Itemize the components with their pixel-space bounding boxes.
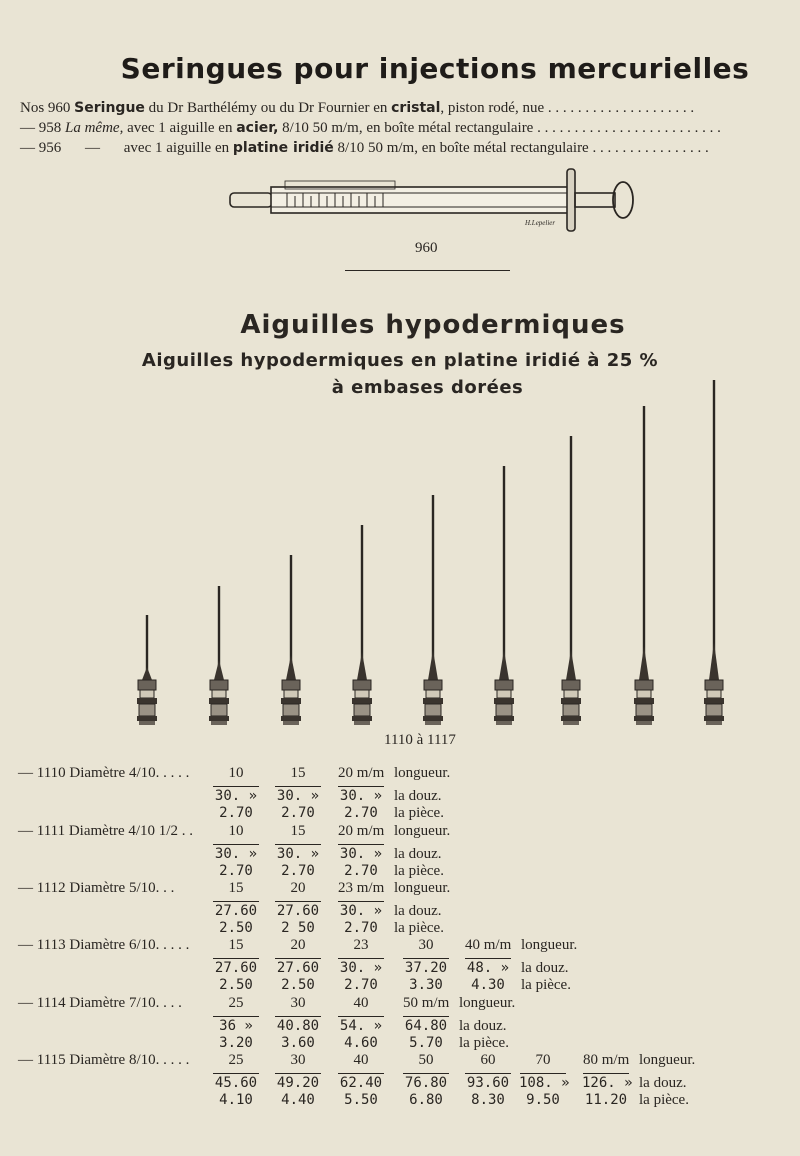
dozen-price-cell: 27.60 <box>214 903 258 919</box>
dozen-price-cell: 45.60 <box>214 1075 258 1091</box>
row-label: — 1112 Diamètre 5/10. . . <box>18 880 175 896</box>
row-label: — 1110 Diamètre 4/10. . . . . <box>18 765 190 781</box>
dozen-price-cell: 30. » <box>339 788 383 804</box>
piece-price-cell: 2.50 <box>219 977 253 993</box>
piece-price-cell: 2.70 <box>281 805 315 821</box>
dozen-price-cell: 108. » <box>519 1075 570 1091</box>
dozen-price-cell: 30. » <box>339 846 383 862</box>
cell-divider <box>338 1073 384 1074</box>
length-cell: 10 <box>228 765 244 781</box>
length-cell: 30 <box>290 995 306 1011</box>
length-cell: 70 <box>535 1052 551 1068</box>
piece-price-cell: 4.40 <box>281 1092 315 1108</box>
dozen-price-cell: 54. » <box>339 1018 383 1034</box>
cell-divider <box>338 901 384 902</box>
piece-price-cell: 3.20 <box>219 1035 253 1051</box>
cell-divider <box>520 1073 566 1074</box>
unit-piece: la pièce. <box>394 920 444 936</box>
piece-price-cell: 9.50 <box>526 1092 560 1108</box>
cell-divider <box>275 1016 321 1017</box>
syringe-line-960: Nos 960 Seringue du Dr Barthélémy ou du Dr Fournier en cristal, piston rodé, nue . . . . . . . . . . . . . . . . . . . . <box>20 100 695 116</box>
length-cell: 10 <box>228 823 244 839</box>
unit-dozen: la douz. <box>394 788 442 804</box>
piece-price-cell: 2.50 <box>281 977 315 993</box>
syringe-line-958: — 958 La même, avec 1 aiguille en acier, 8/10 50 m/m, en boîte métal rectangulaire . . . . . . . . . . . . . . . . . . . . . . . . . <box>20 120 721 136</box>
length-cell: 50 <box>418 1052 434 1068</box>
piece-price-cell: 2.70 <box>219 863 253 879</box>
cell-divider <box>213 901 259 902</box>
length-cell: 30 <box>290 1052 306 1068</box>
length-cell: 25 <box>228 1052 244 1068</box>
piece-price-cell: 2 50 <box>281 920 315 936</box>
cell-divider <box>275 901 321 902</box>
length-cell: 30 <box>418 937 434 953</box>
unit-dozen: la douz. <box>394 903 442 919</box>
length-cell: 60 <box>480 1052 496 1068</box>
unit-piece: la pièce. <box>639 1092 689 1108</box>
length-cell: 20 <box>290 880 306 896</box>
unit-length: longueur. <box>394 765 451 781</box>
length-cell: 20 m/m <box>338 823 385 839</box>
dozen-price-cell: 126. » <box>582 1075 633 1091</box>
length-cell: 40 <box>353 995 369 1011</box>
length-cell: 15 <box>290 765 306 781</box>
section-divider <box>345 270 510 271</box>
piece-price-cell: 5.70 <box>409 1035 443 1051</box>
dozen-price-cell: 62.40 <box>339 1075 383 1091</box>
piece-price-cell: 2.50 <box>219 920 253 936</box>
cell-divider <box>275 1073 321 1074</box>
row-label: — 1114 Diamètre 7/10. . . . <box>18 995 182 1011</box>
piece-price-cell: 2.70 <box>344 805 378 821</box>
syringe-line-956: — 956 — avec 1 aiguille en platine iridié 8/10 50 m/m, en boîte métal rectangulaire . . . . . . . . . . . . . . . . <box>20 140 709 156</box>
dozen-price-cell: 27.60 <box>276 960 320 976</box>
dozen-price-cell: 30. » <box>214 788 258 804</box>
cell-divider <box>403 958 449 959</box>
unit-piece: la pièce. <box>459 1035 509 1051</box>
unit-length: longueur. <box>639 1052 696 1068</box>
piece-price-cell: 8.30 <box>471 1092 505 1108</box>
dozen-price-cell: 64.80 <box>404 1018 448 1034</box>
cell-divider <box>338 786 384 787</box>
dozen-price-cell: 27.60 <box>276 903 320 919</box>
cell-divider <box>275 844 321 845</box>
piece-price-cell: 3.60 <box>281 1035 315 1051</box>
length-cell: 23 m/m <box>338 880 385 896</box>
syringe-illustration <box>225 165 645 235</box>
dozen-price-cell: 37.20 <box>404 960 448 976</box>
cell-divider <box>338 1016 384 1017</box>
unit-dozen: la douz. <box>459 1018 507 1034</box>
cell-divider <box>338 844 384 845</box>
dozen-price-cell: 30. » <box>276 788 320 804</box>
dozen-price-cell: 48. » <box>466 960 510 976</box>
unit-length: longueur. <box>394 823 451 839</box>
unit-dozen: la douz. <box>521 960 569 976</box>
row-label: — 1113 Diamètre 6/10. . . . . <box>18 937 190 953</box>
engraver-signature: H.Lepelier <box>525 219 556 227</box>
dozen-price-cell: 76.80 <box>404 1075 448 1091</box>
piece-price-cell: 2.70 <box>344 863 378 879</box>
unit-length: longueur. <box>459 995 516 1011</box>
cell-divider <box>403 1016 449 1017</box>
piece-price-cell: 3.30 <box>409 977 443 993</box>
piece-price-cell: 2.70 <box>219 805 253 821</box>
dozen-price-cell: 30. » <box>339 960 383 976</box>
length-cell: 80 m/m <box>583 1052 630 1068</box>
cell-divider <box>275 958 321 959</box>
syringes-title: Seringues pour injections mercurielles <box>120 52 750 85</box>
piece-price-cell: 6.80 <box>409 1092 443 1108</box>
cell-divider <box>465 1073 511 1074</box>
needles-subtitle-1: Aiguilles hypodermiques en platine iridié à 25 % <box>141 350 659 371</box>
length-cell: 50 m/m <box>403 995 450 1011</box>
cell-divider <box>213 1073 259 1074</box>
length-cell: 15 <box>290 823 306 839</box>
length-cell: 23 <box>353 937 369 953</box>
piece-price-cell: 2.70 <box>344 920 378 936</box>
length-cell: 25 <box>228 995 244 1011</box>
piece-price-cell: 11.20 <box>584 1092 628 1108</box>
piece-price-cell: 5.50 <box>344 1092 378 1108</box>
needles-figure-caption: 1110 à 1117 <box>384 732 456 748</box>
syringe-figure-caption: 960 <box>415 240 438 256</box>
length-cell: 20 m/m <box>338 765 385 781</box>
cell-divider <box>465 958 511 959</box>
unit-piece: la pièce. <box>394 863 444 879</box>
needles-subtitle-2: à embases dorées <box>331 377 524 398</box>
dozen-price-cell: 40.80 <box>276 1018 320 1034</box>
unit-length: longueur. <box>394 880 451 896</box>
piece-price-cell: 2.70 <box>281 863 315 879</box>
piece-price-cell: 4.10 <box>219 1092 253 1108</box>
cell-divider <box>213 958 259 959</box>
length-cell: 15 <box>228 937 244 953</box>
dozen-price-cell: 30. » <box>339 903 383 919</box>
row-label: — 1111 Diamètre 4/10 1/2 . . <box>18 823 193 839</box>
unit-length: longueur. <box>521 937 578 953</box>
unit-piece: la pièce. <box>521 977 571 993</box>
dozen-price-cell: 36 » <box>219 1018 253 1034</box>
dozen-price-cell: 27.60 <box>214 960 258 976</box>
needles-title: Aiguilles hypodermiques <box>240 310 626 340</box>
cell-divider <box>213 844 259 845</box>
dozen-price-cell: 30. » <box>214 846 258 862</box>
cell-divider <box>338 958 384 959</box>
piece-price-cell: 4.60 <box>344 1035 378 1051</box>
length-cell: 20 <box>290 937 306 953</box>
unit-dozen: la douz. <box>639 1075 687 1091</box>
piece-price-cell: 2.70 <box>344 977 378 993</box>
length-cell: 40 m/m <box>465 937 512 953</box>
row-label: — 1115 Diamètre 8/10. . . . . <box>18 1052 190 1068</box>
cell-divider <box>275 786 321 787</box>
cell-divider <box>403 1073 449 1074</box>
dozen-price-cell: 49.20 <box>276 1075 320 1091</box>
unit-dozen: la douz. <box>394 846 442 862</box>
cell-divider <box>583 1073 629 1074</box>
cell-divider <box>213 1016 259 1017</box>
length-cell: 40 <box>353 1052 369 1068</box>
piece-price-cell: 4.30 <box>471 977 505 993</box>
cell-divider <box>213 786 259 787</box>
needles-illustration <box>120 380 740 730</box>
dozen-price-cell: 30. » <box>276 846 320 862</box>
length-cell: 15 <box>228 880 244 896</box>
unit-piece: la pièce. <box>394 805 444 821</box>
dozen-price-cell: 93.60 <box>466 1075 510 1091</box>
